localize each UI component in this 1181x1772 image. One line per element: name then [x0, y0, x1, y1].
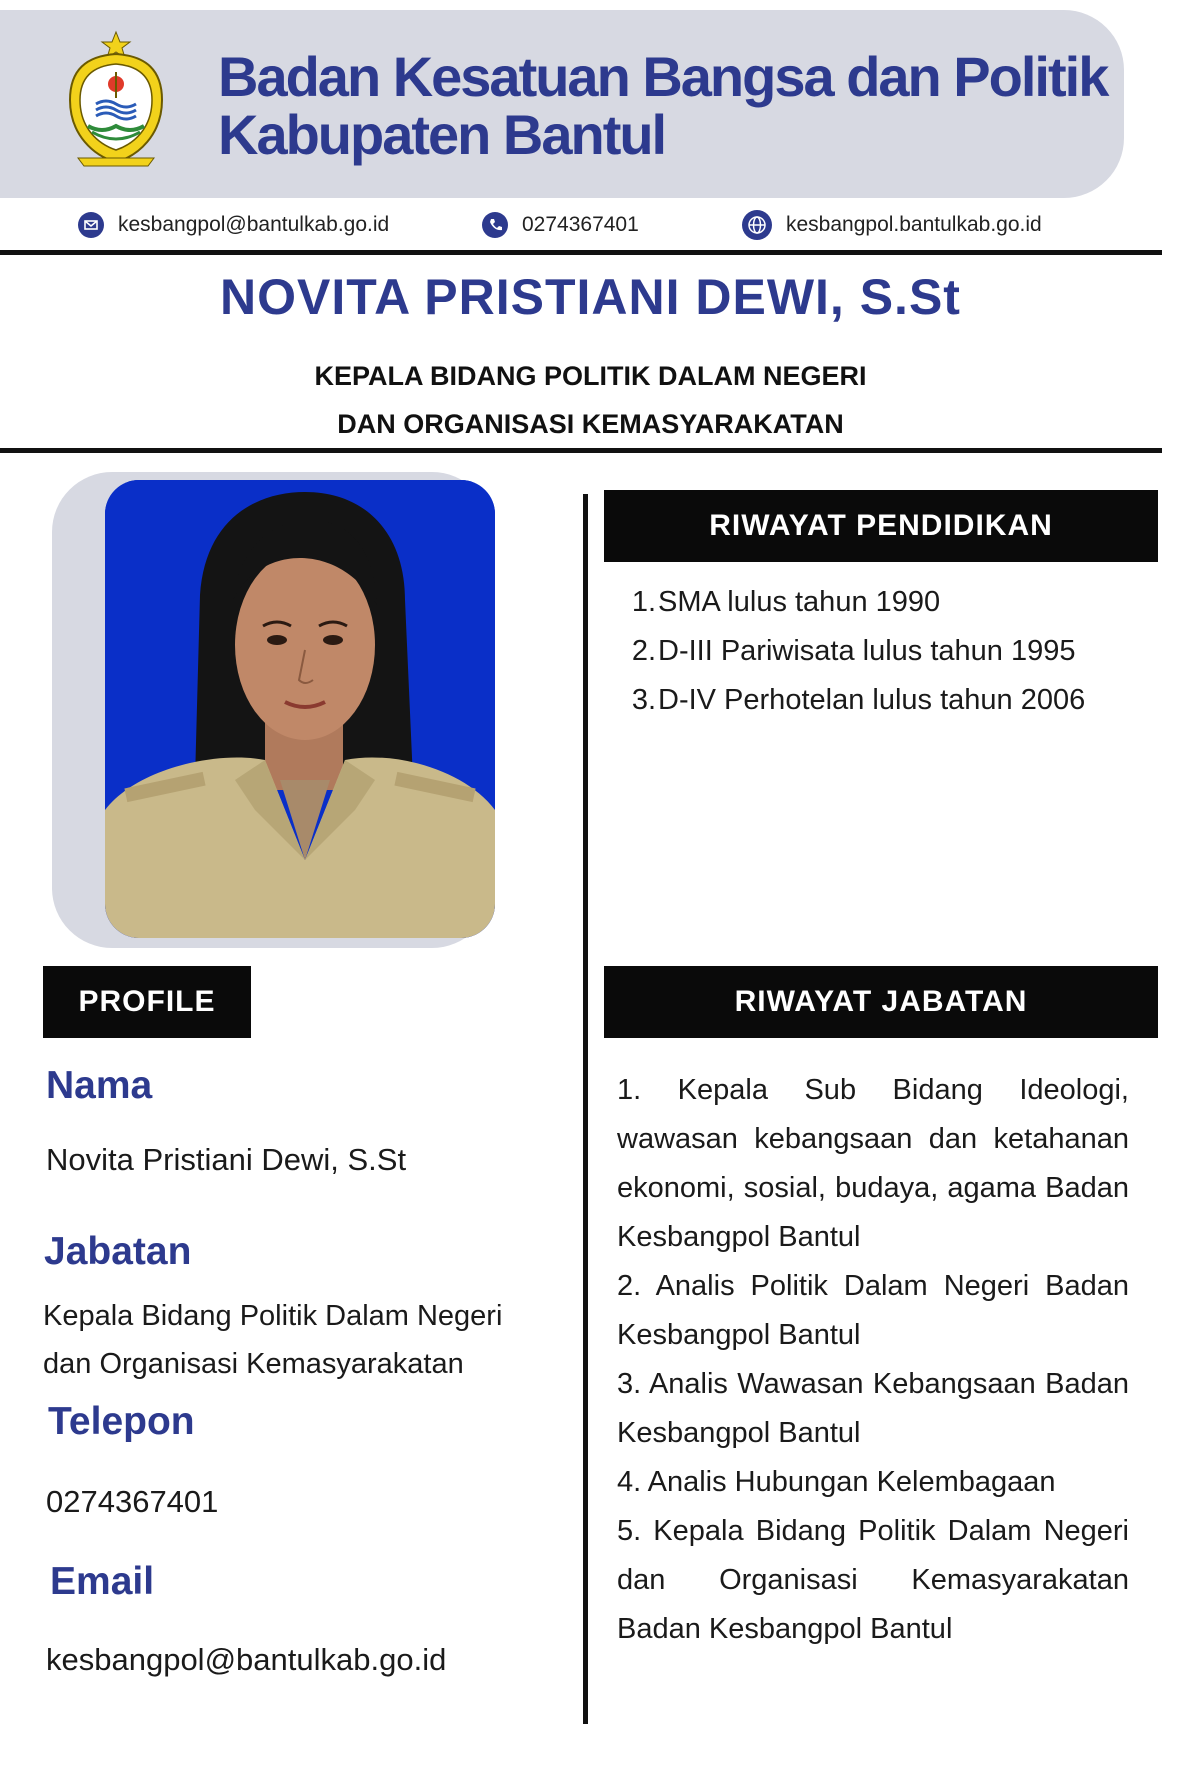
divider-top	[0, 250, 1162, 255]
profile-position-label: Jabatan	[44, 1230, 192, 1273]
bantul-emblem-icon	[66, 30, 166, 170]
profile-name-value: Novita Pristiani Dewi, S.St	[46, 1142, 407, 1177]
person-position	[0, 352, 1181, 448]
list-item: 3. D-IV Perhotelan lulus tahun 2006	[631, 684, 1086, 716]
list-item: 4. Analis Hubungan Kelembagaan	[617, 1466, 1056, 1498]
contact-phone-text: 0274367401	[522, 213, 639, 236]
organization-title	[218, 45, 1118, 166]
contact-phone[interactable]	[482, 208, 639, 242]
contact-email-text: kesbangpol@bantulkab.go.id	[118, 213, 390, 236]
column-divider	[583, 494, 588, 1724]
divider-middle	[0, 448, 1162, 453]
person-photo	[105, 480, 495, 938]
list-item: 2. D-III Pariwisata lulus tahun 1995	[631, 635, 1076, 667]
profile-email-value: kesbangpol@bantulkab.go.id	[46, 1642, 447, 1677]
contact-website-text: kesbangpol.bantulkab.go.id	[786, 213, 1042, 236]
list-item: 5. Kepala Bidang Politik Dalam Negeri dan Organisasi Kemasyarakatan Badan Kesbangpol Bantul	[617, 1515, 1129, 1645]
contact-email[interactable]	[78, 208, 389, 242]
person-position-line2: DAN ORGANISASI KEMASYARAKATAN	[337, 409, 844, 439]
profile-heading: PROFILE	[43, 966, 251, 1038]
organization-title-line2: Kabupaten Bantul	[218, 103, 666, 166]
profile-email-label: Email	[50, 1560, 155, 1603]
contact-website[interactable]	[742, 208, 1042, 242]
profile-phone-value: 0274367401	[46, 1484, 219, 1519]
list-item: 1. SMA lulus tahun 1990	[631, 586, 941, 618]
profile-phone-label: Telepon	[48, 1400, 195, 1443]
phone-icon	[482, 212, 508, 238]
person-name: NOVITA PRISTIANI DEWI, S.St	[220, 269, 961, 325]
profile-position-value: Kepala Bidang Politik Dalam Negeri dan Organisasi Kemasyarakatan	[43, 1300, 503, 1380]
list-item: 2. Analis Politik Dalam Negeri Badan Kesbangpol Bantul	[617, 1270, 1129, 1351]
education-heading: RIWAYAT PENDIDIKAN	[604, 490, 1158, 562]
career-heading: RIWAYAT JABATAN	[604, 966, 1158, 1038]
education-list	[630, 578, 1170, 725]
list-item: 1. Kepala Sub Bidang Ideologi, wawasan kebangsaan dan ketahanan ekonomi, sosial, budaya, agama Badan Kesbangpol Bantul	[617, 1074, 1129, 1253]
organization-title-line1: Badan Kesatuan Bangsa dan Politik	[218, 45, 1108, 108]
person-position-line1: KEPALA BIDANG POLITIK DALAM NEGERI	[314, 361, 867, 391]
globe-icon	[742, 210, 772, 240]
career-list	[617, 1066, 1129, 1654]
profile-name-label: Nama	[46, 1064, 153, 1107]
list-item: 3. Analis Wawasan Kebangsaan Badan Kesbangpol Bantul	[617, 1368, 1129, 1449]
contact-bar	[0, 208, 1181, 242]
mail-icon	[78, 212, 104, 238]
